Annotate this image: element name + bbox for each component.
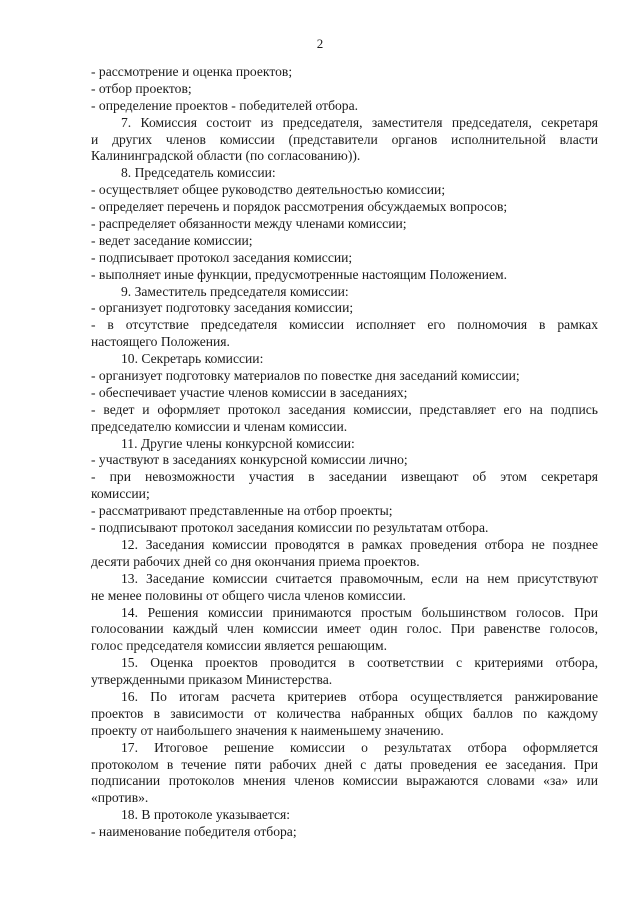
text-line: председателю комиссии и членам комиссии. — [91, 418, 348, 434]
text-line: - ведет и оформляет протокол заседания комиссии, представляет его на подпись — [91, 401, 598, 417]
text-line: настоящего Положения. — [91, 334, 230, 350]
text-line: 17. Итоговое решение комиссии о результатах отбора оформляется — [121, 739, 598, 755]
text-line: десяти рабочих дней со дня окончания приема проектов. — [91, 553, 420, 569]
text-line: подписании протоколов мнения членов комиссии выражаются словами «за» или — [91, 773, 598, 789]
text-line: 13. Заседание комиссии считается правомочным, если на нем присутствуют — [121, 570, 598, 586]
text-line: - обеспечивает участие членов комиссии в заседаниях; — [91, 384, 408, 400]
text-line: - при невозможности участия в заседании извещают об этом секретаря — [91, 469, 598, 485]
text-line: - подписывает протокол заседания комиссии; — [91, 249, 353, 265]
text-line: проекту от наибольшего значения к наименьшему значению. — [91, 722, 444, 738]
text-line: голос председателя комиссии является решающим. — [91, 638, 388, 654]
text-line: 12. Заседания комиссии проводятся в рамках проведения отбора не позднее — [121, 536, 598, 552]
text-line: 11. Другие члены конкурсной комиссии: — [121, 435, 355, 451]
text-line: комиссии; — [91, 486, 150, 502]
text-line: проектов в зависимости от количества набранных общих баллов по каждому — [91, 705, 598, 721]
text-line: 15. Оценка проектов проводится в соответствии с критериями отбора, — [121, 655, 598, 671]
text-line: «против». — [91, 790, 149, 806]
text-line: - распределяет обязанности между членами комиссии; — [91, 216, 407, 232]
document-body — [91, 64, 598, 841]
text-line: 14. Решения комиссии принимаются простым большинством голосов. При — [121, 604, 598, 620]
text-line: 10. Секретарь комиссии: — [121, 351, 264, 367]
text-line: Калининградской области (по согласованию)). — [91, 148, 361, 164]
text-line: - в отсутствие председателя комиссии исполняет его полномочия в рамках — [91, 317, 598, 333]
text-line: - определяет перечень и порядок рассмотрения обсуждаемых вопросов; — [91, 199, 508, 215]
text-line: - наименование победителя отбора; — [91, 824, 297, 840]
text-line: 9. Заместитель председателя комиссии: — [121, 283, 349, 299]
page-number: 2 — [316, 36, 324, 51]
text-line: и других членов комиссии (представители органов исполнительной власти — [91, 131, 598, 147]
text-line: - участвуют в заседаниях конкурсной комиссии лично; — [91, 452, 408, 468]
text-line: голосовании каждый член комиссии имеет один голос. При равенстве голосов, — [91, 621, 598, 637]
text-line: 8. Председатель комиссии: — [121, 165, 276, 181]
text-line: 18. В протоколе указывается: — [121, 807, 291, 823]
text-line: - ведет заседание комиссии; — [91, 232, 253, 248]
text-line: - рассматривают представленные на отбор проекты; — [91, 503, 393, 519]
text-line: - определение проектов - победителей отбора. — [91, 97, 359, 113]
text-line: 16. По итогам расчета критериев отбора осуществляется ранжирование — [121, 688, 598, 704]
text-line: - отбор проектов; — [91, 80, 192, 96]
text-line: не менее половины от общего числа членов комиссии. — [91, 587, 406, 603]
text-line: утвержденными приказом Министерства. — [91, 672, 333, 688]
text-line: - выполняет иные функции, предусмотренные настоящим Положением. — [91, 266, 508, 282]
text-line: протоколом в течение пяти рабочих дней с даты проведения ее заседания. При — [91, 756, 598, 772]
text-line: - рассмотрение и оценка проектов; — [91, 64, 293, 79]
text-line: - организует подготовку заседания комиссии; — [91, 300, 354, 316]
text-line: - подписывают протокол заседания комиссии по результатам отбора. — [91, 520, 489, 536]
text-line: - организует подготовку материалов по повестке дня заседаний комиссии; — [91, 368, 520, 384]
text-line: - осуществляет общее руководство деятельностью комиссии; — [91, 182, 446, 198]
text-line: 7. Комиссия состоит из председателя, заместителя председателя, секретаря — [121, 114, 598, 130]
